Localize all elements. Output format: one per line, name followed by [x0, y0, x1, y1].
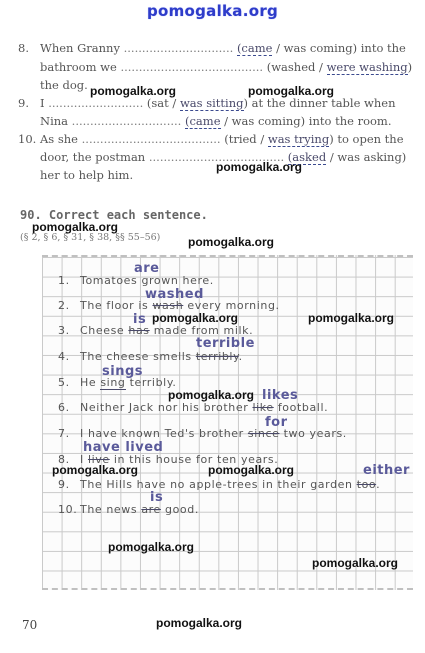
list-item-continuation: the dog. [40, 78, 88, 92]
sentence-10: 10. The news are good. [58, 503, 199, 516]
answer-mark: (came [236, 41, 273, 55]
watermark: pomogalka.org [32, 220, 119, 234]
sentence-5: 5. He sing terribly. [58, 376, 177, 389]
answer-mark: was sitting [179, 96, 244, 110]
list-item-continuation: Nina .............................. (came / was coming) into the room. [40, 114, 392, 128]
page-number: 70 [22, 618, 38, 632]
crossed-word: like [252, 401, 274, 414]
crossed-word: wash [152, 299, 184, 312]
answer-mark: was trying [267, 132, 330, 146]
watermark: pomogalka.org [308, 311, 395, 325]
watermark: pomogalka.org [216, 160, 303, 174]
exercise-references: (§ 2, § 6, § 31, § 38, §§ 55–56) [20, 232, 161, 243]
sentence-9: 9. The Hills have no apple-trees in their garden too. [58, 478, 381, 491]
watermark: pomogalka.org [90, 84, 177, 98]
list-item: 9. I .......................... (sat / was sitting) at the dinner table when [18, 96, 396, 110]
watermark: pomogalka.org [188, 235, 275, 249]
crossed-word: sing [100, 376, 126, 389]
list-item: 8. When Granny .............................. (came / was coming) into the [18, 41, 406, 55]
watermark: pomogalka.org [208, 463, 295, 477]
watermark: pomogalka.org [312, 556, 399, 570]
correction-2: washed [145, 287, 204, 302]
list-item-continuation: door, the postman ..................................... (asked / was asking) [40, 150, 407, 164]
site-header-title[interactable]: pomogalka.org [146, 2, 279, 20]
correction-7: for [265, 415, 288, 430]
crossed-word: live [87, 453, 110, 466]
watermark: pomogalka.org [168, 388, 255, 402]
correction-8: have lived [83, 440, 164, 455]
sentence-3: 3. Cheese has made from milk. [58, 324, 254, 337]
list-item: 10. As she ...................................... (tried / was trying) to open the [18, 132, 404, 146]
sentence-1: 1. Tomatoes grown here. [58, 274, 214, 287]
exercise-title: 90. Correct each sentence. [20, 208, 208, 222]
crossed-word: are [141, 503, 161, 516]
watermark: pomogalka.org [152, 311, 239, 325]
correction-10: is [150, 490, 164, 505]
correction-1: are [134, 261, 160, 276]
correction-3: is [133, 312, 147, 327]
list-item-continuation: bathroom we ....................................... (washed / were washing) [40, 60, 413, 74]
crossed-word: has [128, 324, 150, 337]
correction-6: likes [262, 388, 299, 403]
correction-9: either [363, 463, 410, 478]
sentence-6: 6. Neither Jack nor his brother like football. [58, 401, 329, 414]
watermark: pomogalka.org [52, 463, 139, 477]
list-item-continuation: her to help him. [40, 168, 134, 182]
watermark: pomogalka.org [108, 540, 195, 554]
correction-4: terrible [196, 336, 255, 351]
crossed-word: terribly [195, 350, 239, 363]
crossed-word: since [247, 427, 280, 440]
sentence-8: 8. I live in this house for ten years. [58, 453, 279, 466]
crossed-word: too [356, 478, 377, 491]
answer-mark: were washing [326, 60, 408, 74]
sentence-7: 7. I have known Ted's brother since two years. [58, 427, 347, 440]
answer-mark: (came [185, 114, 221, 128]
correction-5: sings [102, 364, 143, 379]
watermark: pomogalka.org [248, 84, 335, 98]
watermark: pomogalka.org [156, 616, 243, 630]
sentence-2: 2. The floor is wash every morning. [58, 299, 280, 312]
answer-mark: (asked [287, 150, 327, 164]
sentence-4: 4. The cheese smells terribly. [58, 350, 243, 363]
